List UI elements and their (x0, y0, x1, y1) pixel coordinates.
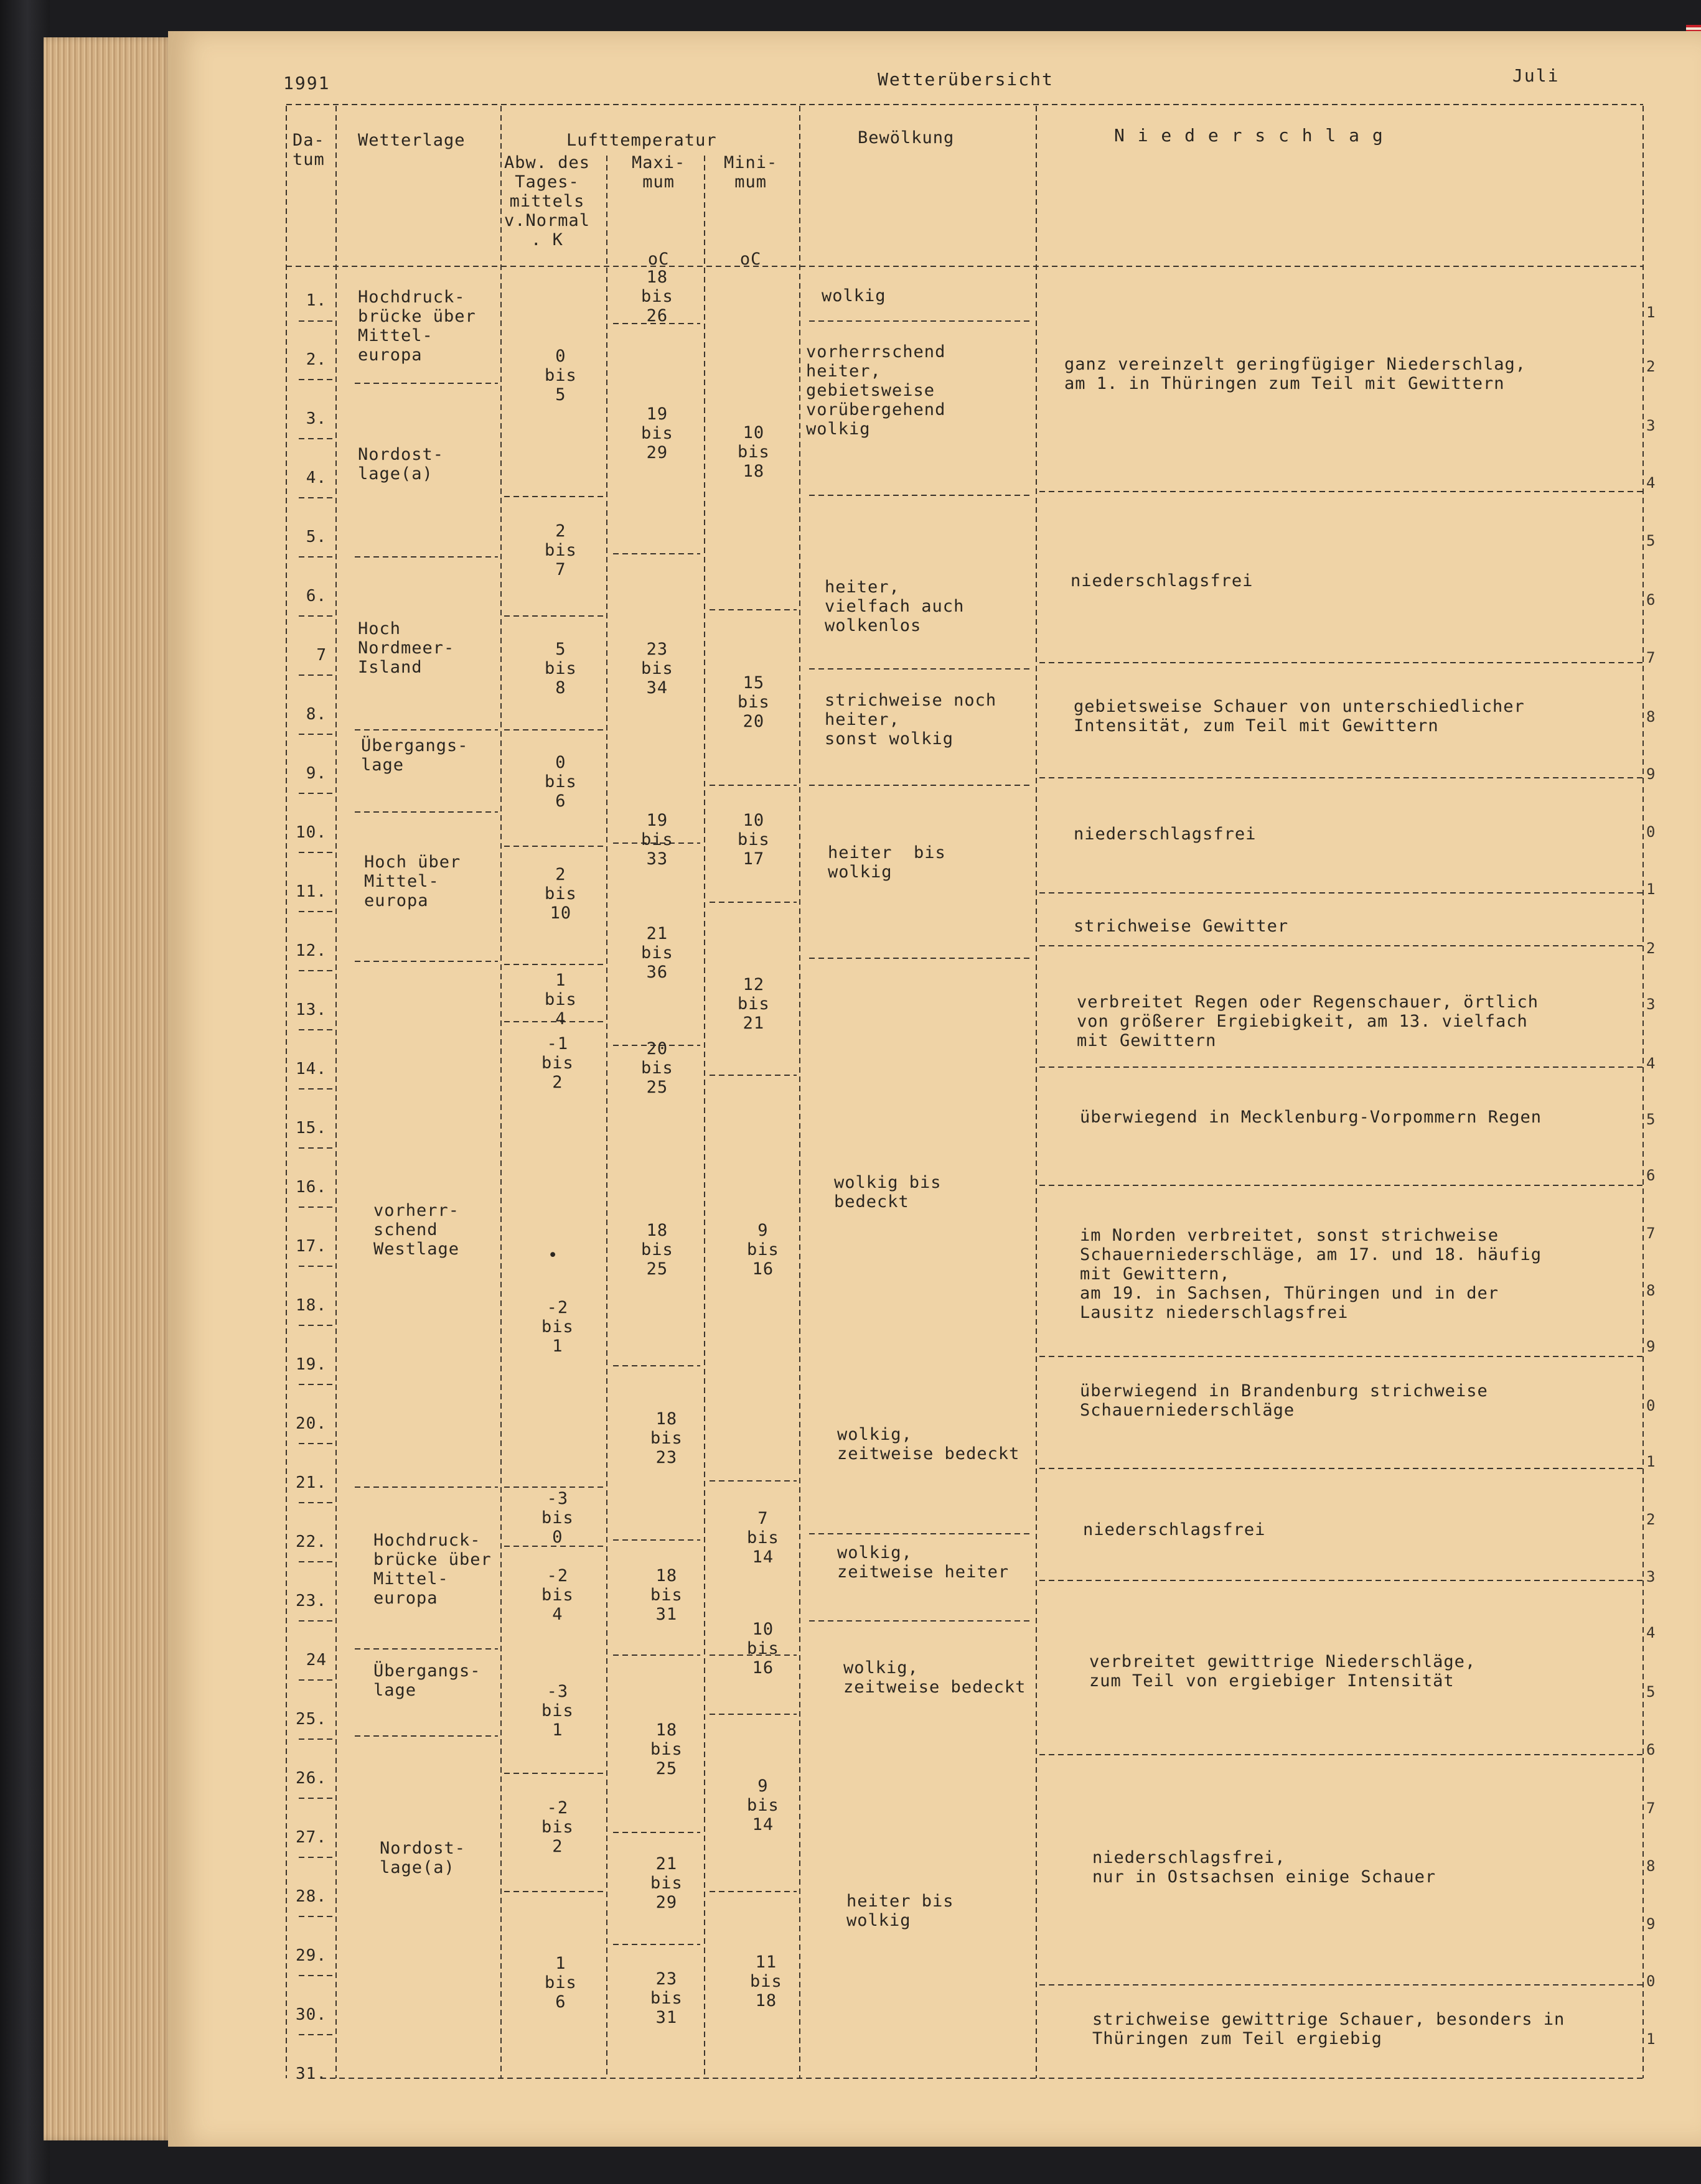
date-8: 8. (306, 705, 327, 724)
page-title: Wetterübersicht (878, 69, 1054, 90)
col-niederschlag: N i e d e r s c h l a g (1114, 125, 1384, 146)
abw-6: 1 bis 4 (545, 971, 577, 1029)
wetterlage-3: Hoch Nordmeer- Island (358, 619, 455, 677)
abw-2: 2 bis 7 (545, 521, 577, 579)
date-29: 29. (296, 1946, 327, 1965)
abw-1: 0 bis 5 (545, 347, 577, 404)
niederschlag-5: strichweise Gewitter (1074, 917, 1289, 936)
line-number: 8 (1646, 708, 1656, 726)
date-27: 27. (296, 1828, 327, 1847)
line-number: 1 (1646, 304, 1656, 321)
max-2: 19 bis 29 (641, 404, 673, 462)
niederschlag-1: ganz vereinzelt geringfügiger Niederschlag, am 1. in Thüringen zum Teil mit Gewittern (1064, 355, 1526, 393)
line-number: 9 (1646, 765, 1656, 783)
date-11: 11. (296, 882, 327, 901)
date-18: 18. (296, 1296, 327, 1315)
niederschlag-11: verbreitet gewittrige Niederschläge, zum Teil von ergiebiger Intensität (1089, 1652, 1476, 1691)
abw-7: -1 bis 2 (541, 1034, 574, 1092)
bewoelkung-2: vorherrschend heiter, gebietsweise vorübergehend wolkig (806, 342, 946, 439)
book-binding (0, 0, 50, 2184)
bewoelkung-1: wolkig (822, 286, 886, 306)
abw-14: 1 bis 6 (545, 1954, 577, 2012)
line-number: 8 (1646, 1282, 1656, 1299)
niederschlag-13: strichweise gewittrige Schauer, besonders in Thüringen zum Teil ergiebig (1092, 2010, 1565, 2048)
date-16: 16. (296, 1178, 327, 1197)
bewoelkung-6: wolkig bis bedeckt (834, 1173, 942, 1211)
min-1: 10 bis 18 (738, 423, 770, 481)
line-number: 2 (1646, 940, 1656, 957)
col-mini: Mini- mum oC (724, 153, 778, 269)
line-number: 4 (1646, 474, 1656, 492)
abw-4: 0 bis 6 (545, 753, 577, 811)
wetterlage-6: vorherr- schend Westlage (373, 1201, 460, 1259)
wetterlage-1: Hochdruck- brücke über Mittel- europa (358, 287, 476, 365)
col-maxi: Maxi- mum oC (632, 153, 686, 269)
date-31: 31. (296, 2065, 327, 2083)
date-14: 14. (296, 1060, 327, 1078)
line-number: 8 (1646, 1857, 1656, 1875)
line-number: 0 (1646, 1972, 1656, 1990)
line-number: 7 (1646, 1225, 1656, 1242)
niederschlag-4: niederschlagsfrei (1074, 824, 1257, 844)
date-1: 1. (306, 291, 327, 310)
min-5: 9 bis 16 (747, 1221, 779, 1279)
wetterlage-4: Übergangs- lage (361, 736, 469, 775)
niederschlag-6: verbreitet Regen oder Regenschauer, örtlich von größerer Ergiebigkeit, am 13. vielfach mit Gewittern (1077, 992, 1539, 1050)
abw-12: -3 bis 1 (541, 1682, 574, 1740)
line-number: 1 (1646, 1453, 1656, 1470)
line-number: 2 (1646, 358, 1656, 375)
date-6: 6. (306, 587, 327, 605)
line-number: 2 (1646, 1511, 1656, 1528)
date-3: 3. (306, 409, 327, 428)
line-number: 4 (1646, 1624, 1656, 1641)
date-2: 2. (306, 350, 327, 369)
line-number: 3 (1646, 1568, 1656, 1585)
date-23: 23. (296, 1592, 327, 1610)
abw-5: 2 bis 10 (545, 865, 577, 923)
bewoelkung-9: wolkig, zeitweise bedeckt (843, 1658, 1026, 1697)
niederschlag-2: niederschlagsfrei (1071, 571, 1253, 590)
abw-3: 5 bis 8 (545, 640, 577, 698)
date-7: 7 (316, 646, 327, 665)
date-22: 22. (296, 1533, 327, 1551)
date-5: 5. (306, 528, 327, 546)
date-30: 30. (296, 2005, 327, 2024)
niederschlag-7: überwiegend in Mecklenburg-Vorpommern Regen (1080, 1108, 1542, 1127)
line-number: 0 (1646, 1397, 1656, 1414)
date-10: 10. (296, 823, 327, 842)
date-12: 12. (296, 941, 327, 960)
bewoelkung-7: wolkig, zeitweise bedeckt (837, 1425, 1020, 1463)
niederschlag-3: gebietsweise Schauer von unterschiedlicher Intensität, zum Teil mit Gewittern (1074, 697, 1525, 735)
line-number: 5 (1646, 1111, 1656, 1128)
max-5: 21 bis 36 (641, 924, 673, 982)
max-12: 23 bis 31 (650, 1969, 683, 2027)
page (168, 31, 1701, 2147)
niederschlag-10: niederschlagsfrei (1083, 1520, 1266, 1539)
niederschlag-9: überwiegend in Brandenburg strichweise Schauerniederschläge (1080, 1381, 1488, 1420)
min-6: 7 bis 14 (747, 1509, 779, 1567)
max-1: 18 bis 26 (641, 268, 673, 325)
year: 1991 (283, 73, 330, 93)
abw-8: • (548, 1246, 559, 1265)
line-number: 4 (1646, 1055, 1656, 1072)
line-number: 7 (1646, 1799, 1656, 1817)
line-number: 6 (1646, 1741, 1656, 1758)
date-17: 17. (296, 1237, 327, 1256)
col-datum: Da- tum (293, 131, 325, 169)
line-number: 6 (1646, 1167, 1656, 1184)
min-7: 10 bis 16 (747, 1620, 779, 1678)
line-number: 7 (1646, 649, 1656, 666)
abw-13: -2 bis 2 (541, 1798, 574, 1856)
date-13: 13. (296, 1001, 327, 1019)
niederschlag-12: niederschlagsfrei, nur in Ostsachsen einige Schauer (1092, 1848, 1436, 1887)
line-number: 3 (1646, 417, 1656, 434)
line-number: 3 (1646, 996, 1656, 1013)
max-3: 23 bis 34 (641, 640, 673, 698)
bewoelkung-10: heiter bis wolkig (846, 1892, 954, 1930)
bewoelkung-4: strichweise noch heiter, sonst wolkig (825, 691, 997, 749)
niederschlag-8: im Norden verbreitet, sonst strichweise Schauerniederschläge, am 17. und 18. häufig mit Gewittern, am 19. in Sachsen, Thüringen und in der Lausitz niederschlagsfrei (1080, 1226, 1542, 1322)
date-25: 25. (296, 1710, 327, 1729)
line-number: 5 (1646, 532, 1656, 549)
min-4: 12 bis 21 (738, 975, 770, 1033)
wetterlage-5: Hoch über Mittel- europa (364, 852, 461, 910)
max-6: 20 bis 25 (641, 1039, 673, 1097)
line-number: 1 (1646, 880, 1656, 898)
max-10: 18 bis 25 (650, 1720, 683, 1778)
max-11: 21 bis 29 (650, 1854, 683, 1912)
line-number: 1 (1646, 2030, 1656, 2048)
col-bewoelkung: Bewölkung (858, 128, 955, 147)
max-8: 18 bis 23 (650, 1409, 683, 1467)
min-9: 11 bis 18 (750, 1953, 782, 2010)
col-lufttemperatur: Lufttemperatur (566, 131, 717, 150)
line-number: 6 (1646, 591, 1656, 609)
date-20: 20. (296, 1414, 327, 1433)
date-4: 4. (306, 469, 327, 487)
max-9: 18 bis 31 (650, 1566, 683, 1624)
date-26: 26. (296, 1769, 327, 1788)
bewoelkung-8: wolkig, zeitweise heiter (837, 1543, 1010, 1582)
wetterlage-7: Hochdruck- brücke über Mittel- europa (373, 1531, 492, 1608)
abw-10: -3 bis 0 (541, 1489, 574, 1547)
page-edges (44, 37, 174, 2140)
line-number: 9 (1646, 1915, 1656, 1933)
col-wetterlage: Wetterlage (358, 131, 466, 150)
max-7: 18 bis 25 (641, 1221, 673, 1279)
line-number: 0 (1646, 823, 1656, 841)
line-number: 5 (1646, 1683, 1656, 1701)
date-24: 24 (306, 1651, 327, 1669)
wetterlage-2: Nordost- lage(a) (358, 445, 444, 483)
min-2: 15 bis 20 (738, 673, 770, 731)
min-3: 10 bis 17 (738, 811, 770, 869)
bewoelkung-5: heiter bis wolkig (828, 843, 946, 882)
col-abw: Abw. des Tages- mittels v.Normal . K (504, 153, 591, 250)
min-8: 9 bis 14 (747, 1776, 779, 1834)
date-28: 28. (296, 1887, 327, 1906)
bewoelkung-3: heiter, vielfach auch wolkenlos (825, 577, 965, 635)
abw-11: -2 bis 4 (541, 1566, 574, 1624)
wetterlage-9: Nordost- lage(a) (380, 1839, 466, 1877)
line-number: 9 (1646, 1338, 1656, 1355)
date-15: 15. (296, 1119, 327, 1137)
wetterlage-8: Übergangs- lage (373, 1661, 481, 1700)
month: Juli (1512, 65, 1560, 86)
abw-9: -2 bis 1 (541, 1298, 574, 1356)
date-9: 9. (306, 764, 327, 783)
date-19: 19. (296, 1355, 327, 1374)
date-21: 21. (296, 1473, 327, 1492)
max-4: 19 bis 33 (641, 811, 673, 869)
